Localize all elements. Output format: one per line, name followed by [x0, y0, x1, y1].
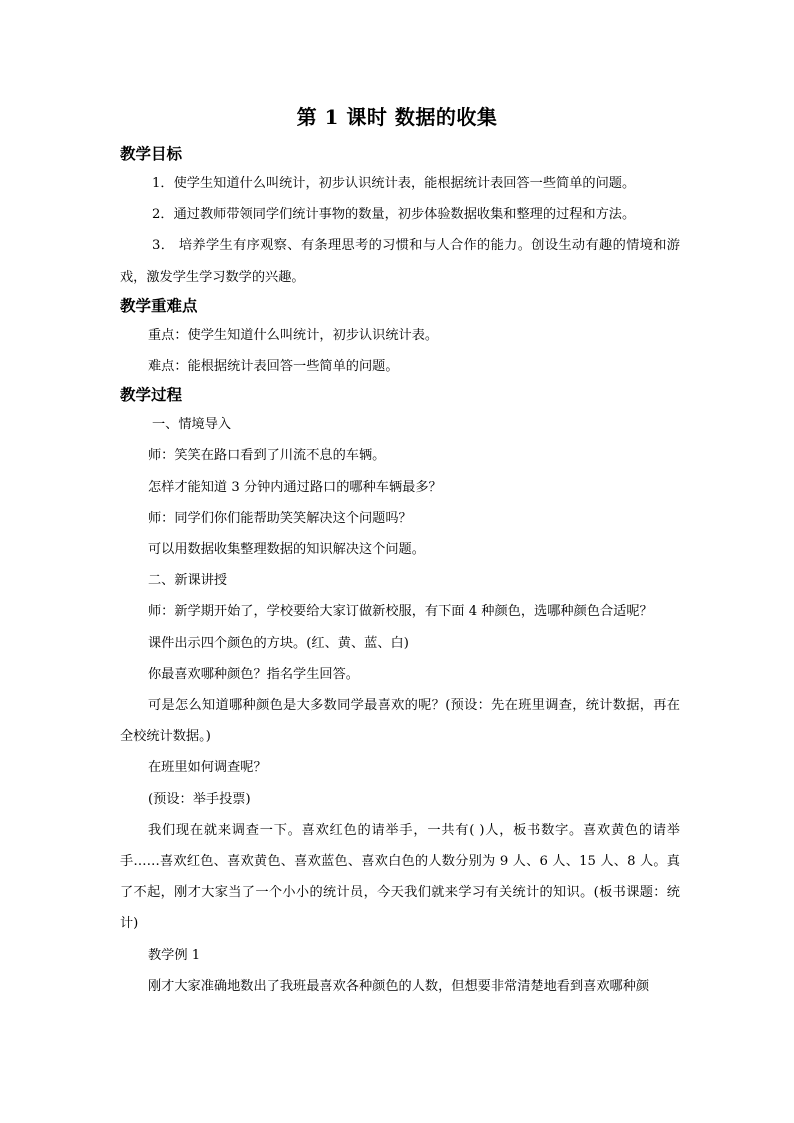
process-paragraph: 可以用数据收集整理数据的知识解决这个问题。 [148, 542, 425, 558]
process-paragraph: (预设：举手投票) [148, 791, 251, 807]
process-paragraph: 可是怎么知道哪种颜色是大多数同学最喜欢的呢？(预设：先在班里调查，统计数据，再在全校统计数据。) [120, 698, 680, 745]
section-heading-process: 教学过程 [120, 386, 183, 405]
process-paragraph: 怎样才能知道 3 分钟内通过路口的哪种车辆最多？ [148, 479, 442, 495]
keypoint-item: 难点：能根据统计表回答一些简单的问题。 [148, 359, 399, 375]
process-paragraph: 课件出示四个颜色的方块。(红、黄、蓝、白) [148, 635, 409, 651]
process-paragraph: 师：笑笑在路口看到了川流不息的车辆。 [148, 448, 386, 464]
section-heading-goals: 教学目标 [120, 145, 183, 163]
process-paragraph: 你最喜欢哪种颜色？指名学生回答。 [148, 666, 359, 682]
process-subheading: 二、新课讲授 [148, 573, 228, 589]
goal-item: 3． 培养学生有序观察、有条理思考的习惯和与人合作的能力。创设生动有趣的情境和游戏，激发学生学习数学的兴趣。 [120, 238, 680, 285]
goal-item: 2．通过教师带领同学们统计事物的数量，初步体验数据收集和整理的过程和方法。 [152, 207, 636, 223]
process-paragraph: 刚才大家准确地数出了我班最喜欢各种颜色的人数，但想要非常清楚地看到喜欢哪种颜 [148, 978, 650, 994]
keypoint-item: 重点：使学生知道什么叫统计，初步认识统计表。 [148, 327, 439, 343]
page-title: 第 1 课时 数据的收集 [296, 105, 498, 129]
process-subheading: 教学例 1 [148, 947, 201, 963]
process-paragraph: 师：同学们你们能帮助笑笑解决这个问题吗？ [148, 510, 412, 526]
section-heading-keypoints: 教学重难点 [120, 296, 198, 315]
process-paragraph: 我们现在就来调查一下。喜欢红色的请举手，一共有( )人，板书数字。喜欢黄色的请举手……喜欢红色、喜欢黄色、喜欢蓝色、喜欢白色的人数分别为 9 人、6 人、15 人、8 人。真了不起，刚才大家当了一个小小的统计员，今天我们就来学习有关统计的知识。(板书课题：统计) [120, 822, 680, 932]
document-body [120, 141, 680, 1002]
process-subheading: 一、情境导入 [152, 417, 232, 433]
process-paragraph: 师：新学期开始了，学校要给大家订做新校服，有下面 4 种颜色，选哪种颜色合适呢？ [148, 604, 653, 620]
process-paragraph: 在班里如何调查呢？ [148, 760, 267, 776]
goal-item: 1．使学生知道什么叫统计，初步认识统计表，能根据统计表回答一些简单的问题。 [152, 176, 636, 191]
